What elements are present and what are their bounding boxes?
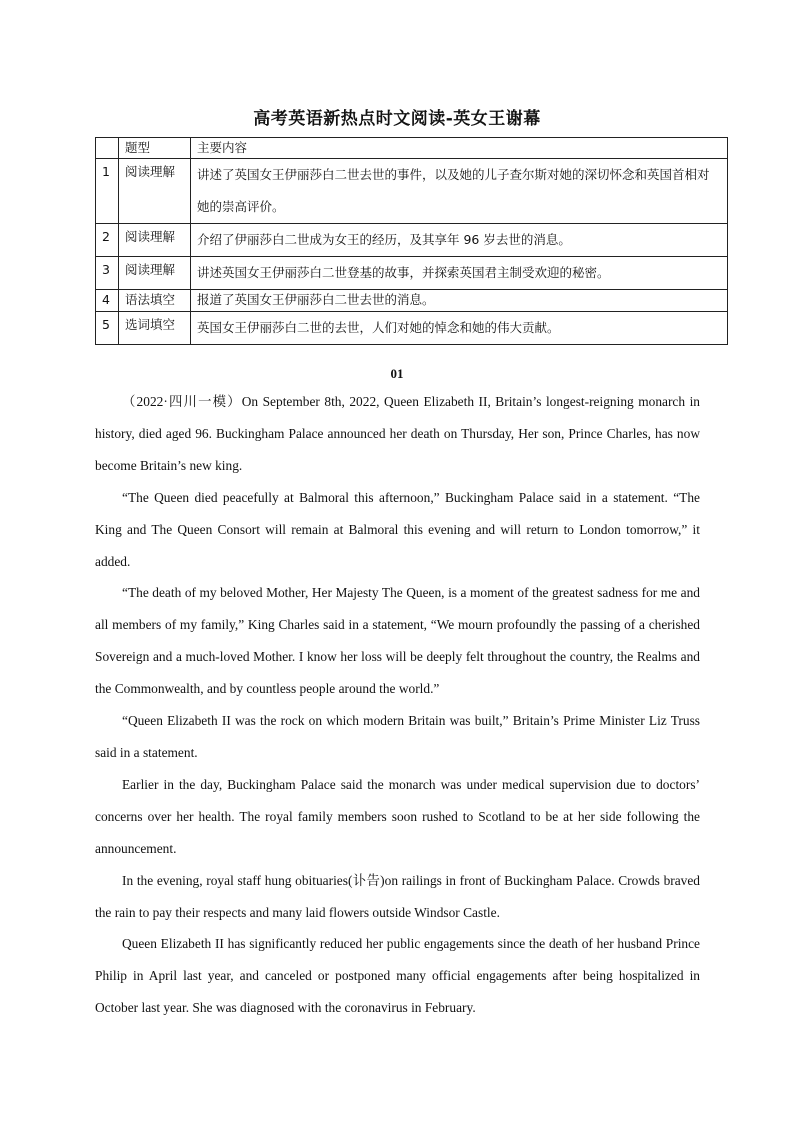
question-content: 讲述了英国女王伊丽莎白二世去世的事件，以及她的儿子查尔斯对她的深切怀念和英国首相对她的崇高评价。 xyxy=(191,159,728,224)
row-number: 4 xyxy=(96,290,119,312)
table-header-cell: 题型 xyxy=(119,138,191,159)
table-header-cell xyxy=(96,138,119,159)
paragraph: （2022·四川一模）On September 8th, 2022, Queen Elizabeth II, Britain’s longest-reigning monarch in history, died aged 96. Buckingham Palace announced her death on Thursday, Her son, Prince Charles, has now become Britain’s new king. xyxy=(95,394,700,473)
row-number: 5 xyxy=(96,312,119,345)
paragraph: “The Queen died peacefully at Balmoral this afternoon,” Buckingham Palace said in a statement. “The King and The Queen Consort will remain at Balmoral this evening and will return to London tomorrow,” it added. xyxy=(95,489,700,569)
paragraph: “Queen Elizabeth II was the rock on which modern Britain was built,” Britain’s Prime Minister Liz Truss said in a statement. xyxy=(95,713,700,760)
row-number: 1 xyxy=(96,159,119,224)
paragraph: Earlier in the day, Buckingham Palace said the monarch was under medical supervision due to doctors’ concerns over her health. The royal family members soon rushed to Scotland to be at her side following the announcement. xyxy=(95,776,700,856)
table-row xyxy=(96,312,728,345)
passage-body xyxy=(95,386,700,1024)
question-type: 阅读理解 xyxy=(119,224,191,257)
question-content: 英国女王伊丽莎白二世的去世，人们对她的悼念和她的伟大贡献。 xyxy=(191,312,728,345)
question-type: 语法填空 xyxy=(119,290,191,312)
question-type: 阅读理解 xyxy=(119,257,191,290)
question-summary-table xyxy=(95,137,728,345)
page-title: 高考英语新热点时文阅读-英女王谢幕 xyxy=(253,109,541,129)
question-content: 介绍了伊丽莎白二世成为女王的经历，及其享年 96 岁去世的消息。 xyxy=(191,224,728,257)
table-header-row xyxy=(96,138,728,159)
paragraph: Queen Elizabeth II has significantly reduced her public engagements since the death of her husband Prince Philip in April last year, and canceled or postponed many official engagements after being hospitalized in October last year. She was diagnosed with the coronavirus in February. xyxy=(95,936,700,1016)
table-row xyxy=(96,159,728,224)
paragraph: In the evening, royal staff hung obituaries(讣告)on railings in front of Buckingham Palace. Crowds braved the rain to pay their respects and many laid flowers outside Windsor Castle. xyxy=(95,872,700,920)
table-row xyxy=(96,224,728,257)
question-content: 报道了英国女王伊丽莎白二世去世的消息。 xyxy=(191,290,728,312)
table-row xyxy=(96,257,728,290)
question-type: 阅读理解 xyxy=(119,159,191,224)
paragraph: “The death of my beloved Mother, Her Majesty The Queen, is a moment of the greatest sadness for me and all members of my family,” King Charles said in a statement, “We mourn profoundly the passing of a cherished Sovereign and a much-loved Mother. I know her loss will be deeply felt throughout the country, the Realms and the Commonwealth, and by countless people around the world.” xyxy=(95,585,700,697)
question-content: 讲述英国女王伊丽莎白二世登基的故事，并探索英国君主制受欢迎的秘密。 xyxy=(191,257,728,290)
question-type: 选词填空 xyxy=(119,312,191,345)
table-row xyxy=(96,290,728,312)
passage-number: 01 xyxy=(390,366,404,381)
row-number: 2 xyxy=(96,224,119,257)
table-header-cell: 主要内容 xyxy=(191,138,728,159)
row-number: 3 xyxy=(96,257,119,290)
